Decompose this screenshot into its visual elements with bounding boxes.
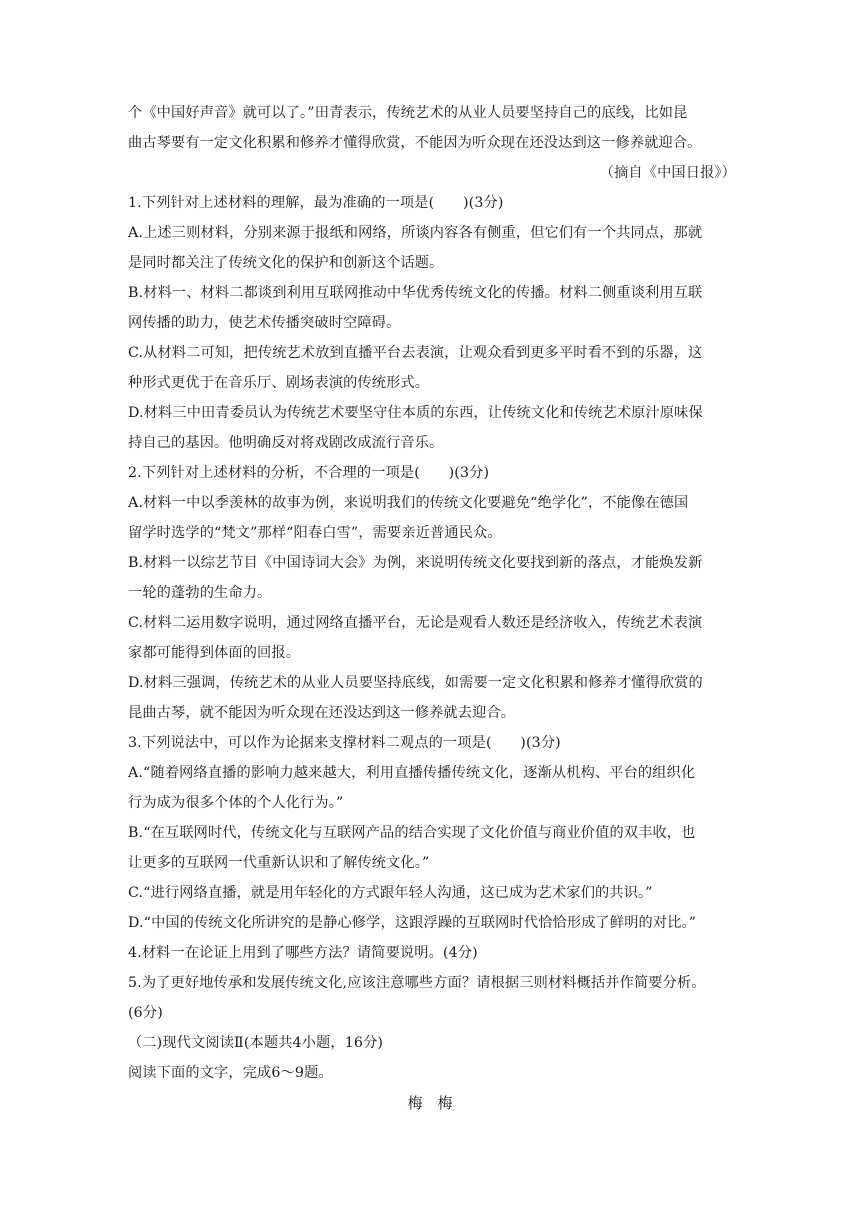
question-3-option-b: B.“在互联网时代，传统文化与互联网产品的结合实现了文化价值与商业价值的双丰收，也 [128,825,696,841]
question-4: 4.材料一在论证上用到了哪些方法？请简要说明。(4分) [128,945,478,961]
question-3-option-a: A.“随着网络直播的影响力越来越大，利用直播传播传统文化，逐渐从机构、平台的组织化 [128,765,696,781]
question-5: 5.为了更好地传承和发展传统文化,应该注意哪些方面？请根据三则材料概括并作简要分析。 [128,975,706,991]
passage-line: 个《中国好声音》就可以了。”田青表示，传统艺术的从业人员要坚持自己的底线，比如昆 [128,105,688,121]
passage-line: 曲古琴要有一定文化积累和修养才懂得欣赏，不能因为听众现在还没达到这一修养就迎合。 [128,135,702,151]
question-2-option-c: C.材料二运用数字说明，通过网络直播平台，无论是观看人数还是经济收入，传统艺术表演 [128,615,703,631]
question-2-option-a-cont: 留学时选学的“梵文”那样“阳春白雪”，需要亲近普通民众。 [128,525,502,541]
passage-source: （摘自《中国日报》） [599,165,736,181]
section-heading: （二)现代文阅读Ⅱ(本题共4小题，16分) [128,1035,384,1051]
question-1-option-c: C.从材料二可知，把传统艺术放到直播平台去表演，让观众看到更多平时看不到的乐器，这 [128,345,703,361]
article-title: 梅 梅 [407,1094,453,1112]
question-1-stem: 1.下列针对上述材料的理解，最为准确的一项是( )(3分) [128,195,504,211]
question-3-option-c: C.“进行网络直播，就是用年轻化的方式跟年轻人沟通，这已成为艺术家们的共识。” [128,885,653,901]
question-1-option-b-cont: 网传播的助力，使艺术传播突破时空障碍。 [128,315,401,331]
question-3-stem: 3.下列说法中，可以作为论据来支撑材料二观点的一项是( )(3分) [128,735,561,751]
question-2-option-c-cont: 家都可能得到体面的回报。 [128,645,301,661]
question-1-option-a: A.上述三则材料，分别来源于报纸和网络，所谈内容各有侧重，但它们有一个共同点，那就 [128,225,703,241]
question-1-option-a-cont: 是同时都关注了传统文化的保护和创新这个话题。 [128,255,444,271]
question-5-cont: (6分) [128,1005,163,1021]
question-2-stem: 2.下列针对上述材料的分析，不合理的一项是( )(3分) [128,465,490,481]
question-3-option-a-cont: 行为成为很多个体的个人化行为。” [128,795,344,811]
question-2-option-b: B.材料一以综艺节目《中国诗词大会》为例，来说明传统文化要找到新的落点，才能焕发新 [128,555,703,571]
question-2-option-a: A.材料一中以季羡林的故事为例，来说明我们的传统文化要避免“绝学化”，不能像在德国 [128,495,689,511]
question-3-option-b-cont: 让更多的互联网一代重新认识和了解传统文化。” [128,855,430,871]
question-3-option-d: D.“中国的传统文化所讲究的是静心修学，这跟浮躁的互联网时代恰恰形成了鲜明的对比。” [128,915,697,931]
question-2-option-d: D.材料三强调，传统艺术的从业人员要坚持底线，如需要一定文化积累和修养才懂得欣赏的 [128,675,703,691]
question-2-option-b-cont: 一轮的蓬勃的生命力。 [128,585,272,601]
question-1-option-d: D.材料三中田青委员认为传统艺术要坚守住本质的东西，让传统文化和传统艺术原汁原味保 [128,405,703,421]
question-1-option-c-cont: 种形式更优于在音乐厅、剧场表演的传统形式。 [128,375,430,391]
question-1-option-b: B.材料一、材料二都谈到利用互联网推动中华优秀传统文化的传播。材料二侧重谈利用互联 [128,285,703,301]
section-instruction: 阅读下面的文字，完成6～9题。 [128,1065,333,1081]
question-2-option-d-cont: 昆曲古琴，就不能因为听众现在还没达到这一修养就去迎合。 [128,705,516,721]
question-1-option-d-cont: 持自己的基因。他明确反对将戏剧改成流行音乐。 [128,435,444,451]
